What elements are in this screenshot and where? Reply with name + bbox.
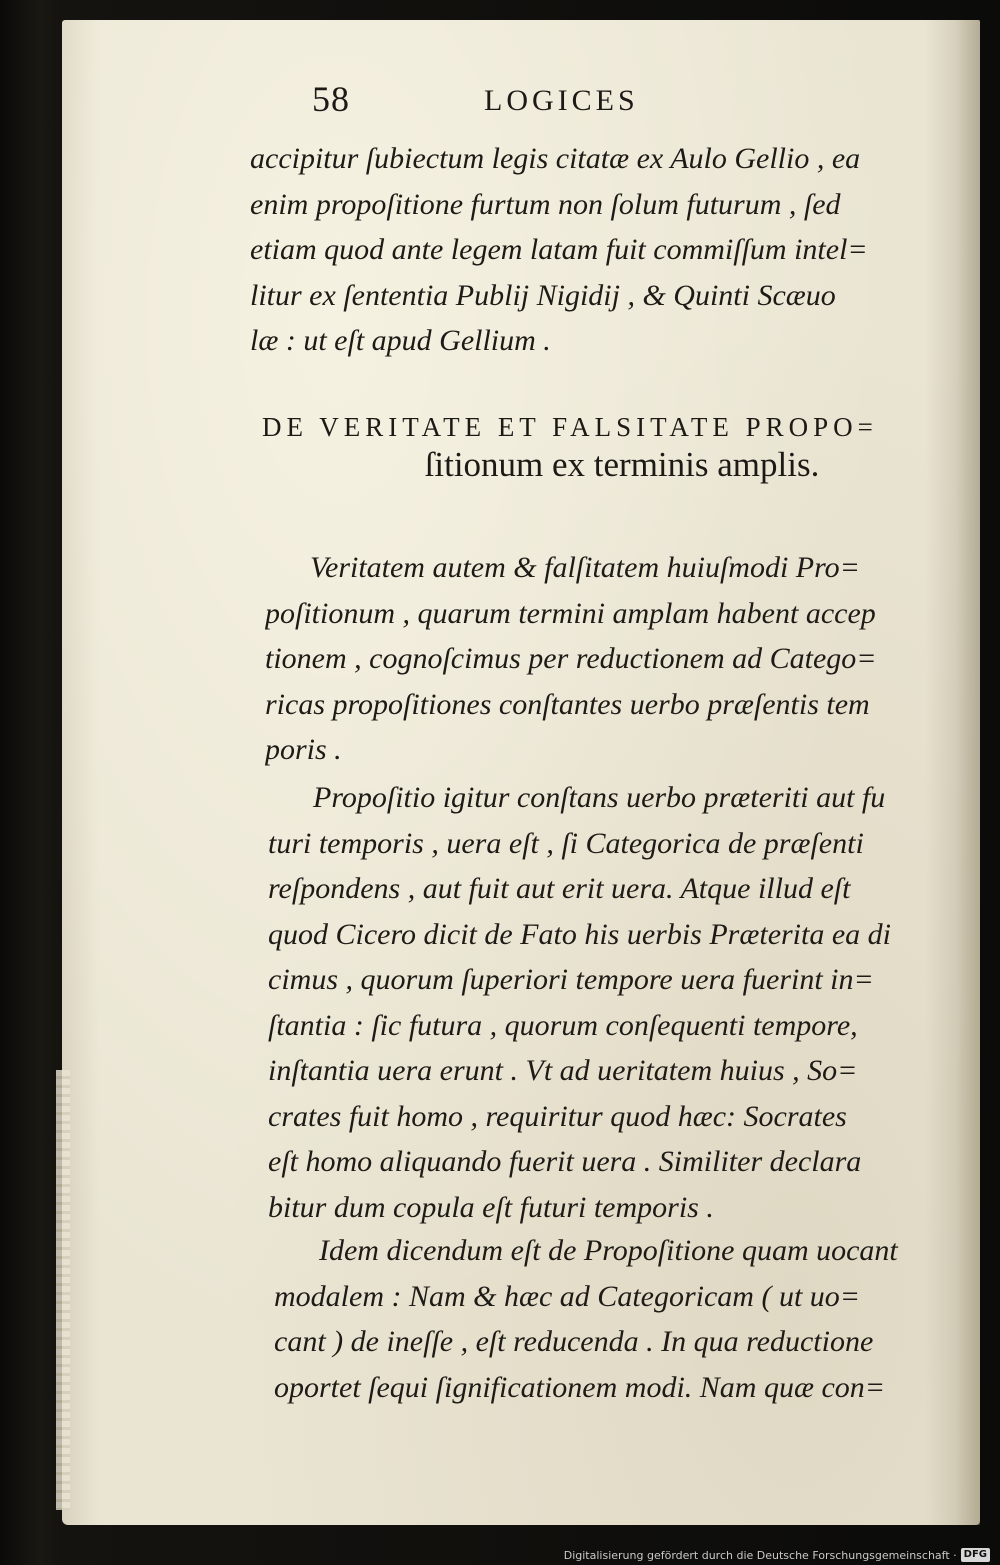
text-line: læ : ut eſt apud Gellium . <box>250 324 551 357</box>
text-line: Propoſitio igitur conſtans uerbo præteriti aut fu <box>313 781 886 814</box>
digitization-credit <box>564 1548 990 1562</box>
dfg-logo-icon: DFG <box>961 1548 990 1562</box>
running-head: LOGICES <box>484 84 639 117</box>
text-line: bitur dum copula eſt futuri temporis . <box>268 1190 714 1224</box>
text-line: poris . <box>265 733 342 766</box>
text-line: oportet ſequi ſignificationem modi. Nam quæ con= <box>274 1370 886 1404</box>
torn-page-edge <box>56 1070 70 1510</box>
paragraph-3 <box>268 775 958 1230</box>
text-line: Idem dicendum eſt de Propoſitione quam uocant <box>319 1234 898 1267</box>
page-number: 58 <box>312 79 350 119</box>
heading-line-2: ſitionum ex terminis amplis. <box>424 445 820 484</box>
text-line: ricas propoſitiones conſtantes uerbo præſentis tem <box>265 687 870 721</box>
section-heading <box>262 412 952 485</box>
text-line: ſtantia : ſic futura , quorum conſequenti tempore, <box>268 1008 858 1042</box>
text-line: poſitionum , quarum termini amplam habent accep <box>265 596 876 630</box>
text-line: Veritatem autem & falſitatem huiuſmodi Pro= <box>310 551 860 584</box>
credit-text: Digitalisierung gefördert durch die Deutsche Forschungsgemeinschaft · <box>563 1548 957 1562</box>
page-header <box>312 78 912 128</box>
text-line: reſpondens , aut fuit aut erit uera. Atque illud eſt <box>268 872 851 905</box>
text-line: inſtantia uera erunt . Vt ad ueritatem huius , So= <box>268 1054 858 1087</box>
text-line: litur ex ſententia Publij Nigidij , & Quinti Scæuo <box>250 278 836 312</box>
text-line: enim propoſitione furtum non ſolum futurum , ſed <box>250 187 841 221</box>
text-line: accipitur ſubiectum legis citatæ ex Aulo Gellio , ea <box>250 142 861 175</box>
text-line: tionem , cognoſcimus per reductionem ad Catego= <box>265 642 877 675</box>
text-line: etiam quod ante legem latam fuit commiſſum intel= <box>250 233 868 266</box>
text-line: quod Cicero dicit de Fato his uerbis Præterita ea di <box>268 917 891 951</box>
text-line: modalem : Nam & hæc ad Categoricam ( ut uo= <box>274 1279 861 1313</box>
text-line: cimus , quorum ſuperiori tempore uera fuerint in= <box>268 963 874 996</box>
text-line: cant ) de ineſſe , eſt reducenda . In qua reductione <box>274 1325 874 1358</box>
text-line: crates fuit homo , requiritur quod hæc: Socrates <box>268 1099 847 1133</box>
paragraph-4 <box>274 1228 964 1410</box>
paragraph-2 <box>265 545 955 773</box>
paragraph-1 <box>250 136 950 364</box>
text-line: turi temporis , uera eſt , ſi Categorica de præſenti <box>268 826 864 860</box>
text-line: eſt homo aliquando fuerit uera . Similiter declara <box>268 1145 862 1178</box>
heading-line-1: DE VERITATE ET FALSITATE PROPO= <box>262 412 878 442</box>
